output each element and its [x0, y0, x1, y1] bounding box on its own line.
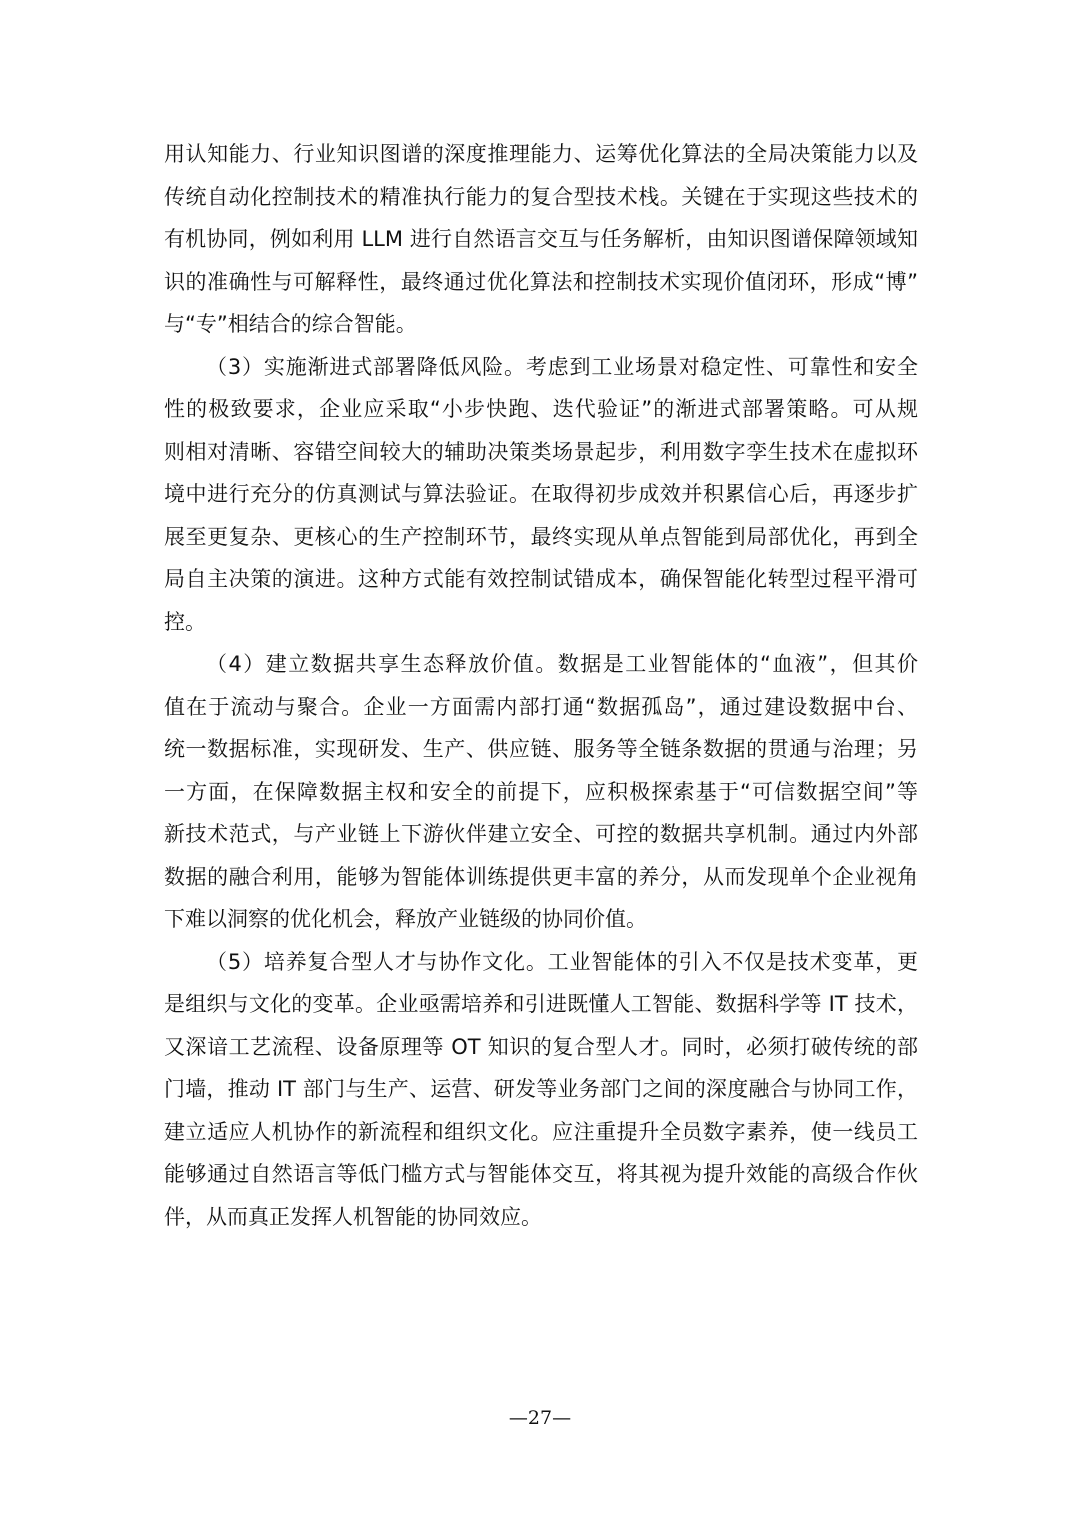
text-line: 有机协同，例如利用 LLM 进行自然语言交互与任务解析，由知识图谱保障领域知	[164, 227, 918, 251]
paragraph-2	[164, 346, 918, 644]
text-line: 性的极致要求，企业应采取“小步快跑、迭代验证”的渐进式部署策略。可从规	[164, 397, 918, 421]
text-line: （5）培养复合型人才与协作文化。工业智能体的引入不仅是技术变革，更	[206, 949, 918, 974]
paragraph-3	[164, 643, 918, 941]
text-line: 数据的融合利用，能够为智能体训练提供更丰富的养分，从而发现单个企业视角	[164, 864, 918, 889]
text-line: 与“专”相结合的综合智能。	[164, 312, 417, 336]
text-line: 境中进行充分的仿真测试与算法验证。在取得初步成效并积累信心后，再逐步扩	[164, 482, 918, 506]
text-line: 能够通过自然语言等低门槛方式与智能体交互，将其视为提升效能的高级合作伙	[164, 1162, 918, 1186]
text-line: 值在于流动与聚合。企业一方面需内部打通“数据孤岛”，通过建设数据中台、	[164, 694, 918, 719]
text-line: 用认知能力、行业知识图谱的深度推理能力、运筹优化算法的全局决策能力以及	[164, 142, 918, 166]
text-line: 传统自动化控制技术的精准执行能力的复合型技术栈。关键在于实现这些技术的	[164, 184, 918, 209]
text-line: （3）实施渐进式部署降低风险。考虑到工业场景对稳定性、可靠性和安全	[206, 354, 918, 379]
text-line: 识的准确性与可解释性，最终通过优化算法和控制技术实现价值闭环，形成“博”	[164, 269, 918, 294]
text-line: 新技术范式，与产业链上下游伙伴建立安全、可控的数据共享机制。通过内外部	[164, 822, 918, 846]
text-line: 一方面，在保障数据主权和安全的前提下，应积极探索基于“可信数据空间”等	[164, 779, 918, 804]
text-line: 伴，从而真正发挥人机智能的协同效应。	[164, 1204, 542, 1229]
paragraph-1	[164, 133, 918, 346]
text-line: 统一数据标准，实现研发、生产、供应链、服务等全链条数据的贯通与治理；另	[164, 737, 918, 761]
text-line: 又深谙工艺流程、设备原理等 OT 知识的复合型人才。同时，必须打破传统的部	[164, 1034, 918, 1059]
text-line: 则相对清晰、容错空间较大的辅助决策类场景起步，利用数字孪生技术在虚拟环	[164, 439, 918, 464]
text-line: 是组织与文化的变革。企业亟需培养和引进既懂人工智能、数据科学等 IT 技术，	[164, 992, 918, 1016]
text-line: 门墙，推动 IT 部门与生产、运营、研发等业务部门之间的深度融合与协同工作，	[164, 1077, 918, 1101]
text-line: 建立适应人机协作的新流程和组织文化。应注重提升全员数字素养，使一线员工	[164, 1119, 918, 1144]
text-line: （4）建立数据共享生态释放价值。数据是工业智能体的“血液”，但其价	[206, 652, 918, 676]
text-line: 局自主决策的演进。这种方式能有效控制试错成本，确保智能化转型过程平滑可	[164, 567, 918, 591]
text-line: 展至更复杂、更核心的生产控制环节，最终实现从单点智能到局部优化，再到全	[164, 524, 918, 549]
page-number: —27—	[508, 1407, 572, 1429]
text-line: 控。	[164, 609, 206, 634]
body-text	[164, 133, 918, 1238]
text-line: 下难以洞察的优化机会，释放产业链级的协同价值。	[164, 907, 647, 931]
paragraph-4	[164, 941, 918, 1239]
